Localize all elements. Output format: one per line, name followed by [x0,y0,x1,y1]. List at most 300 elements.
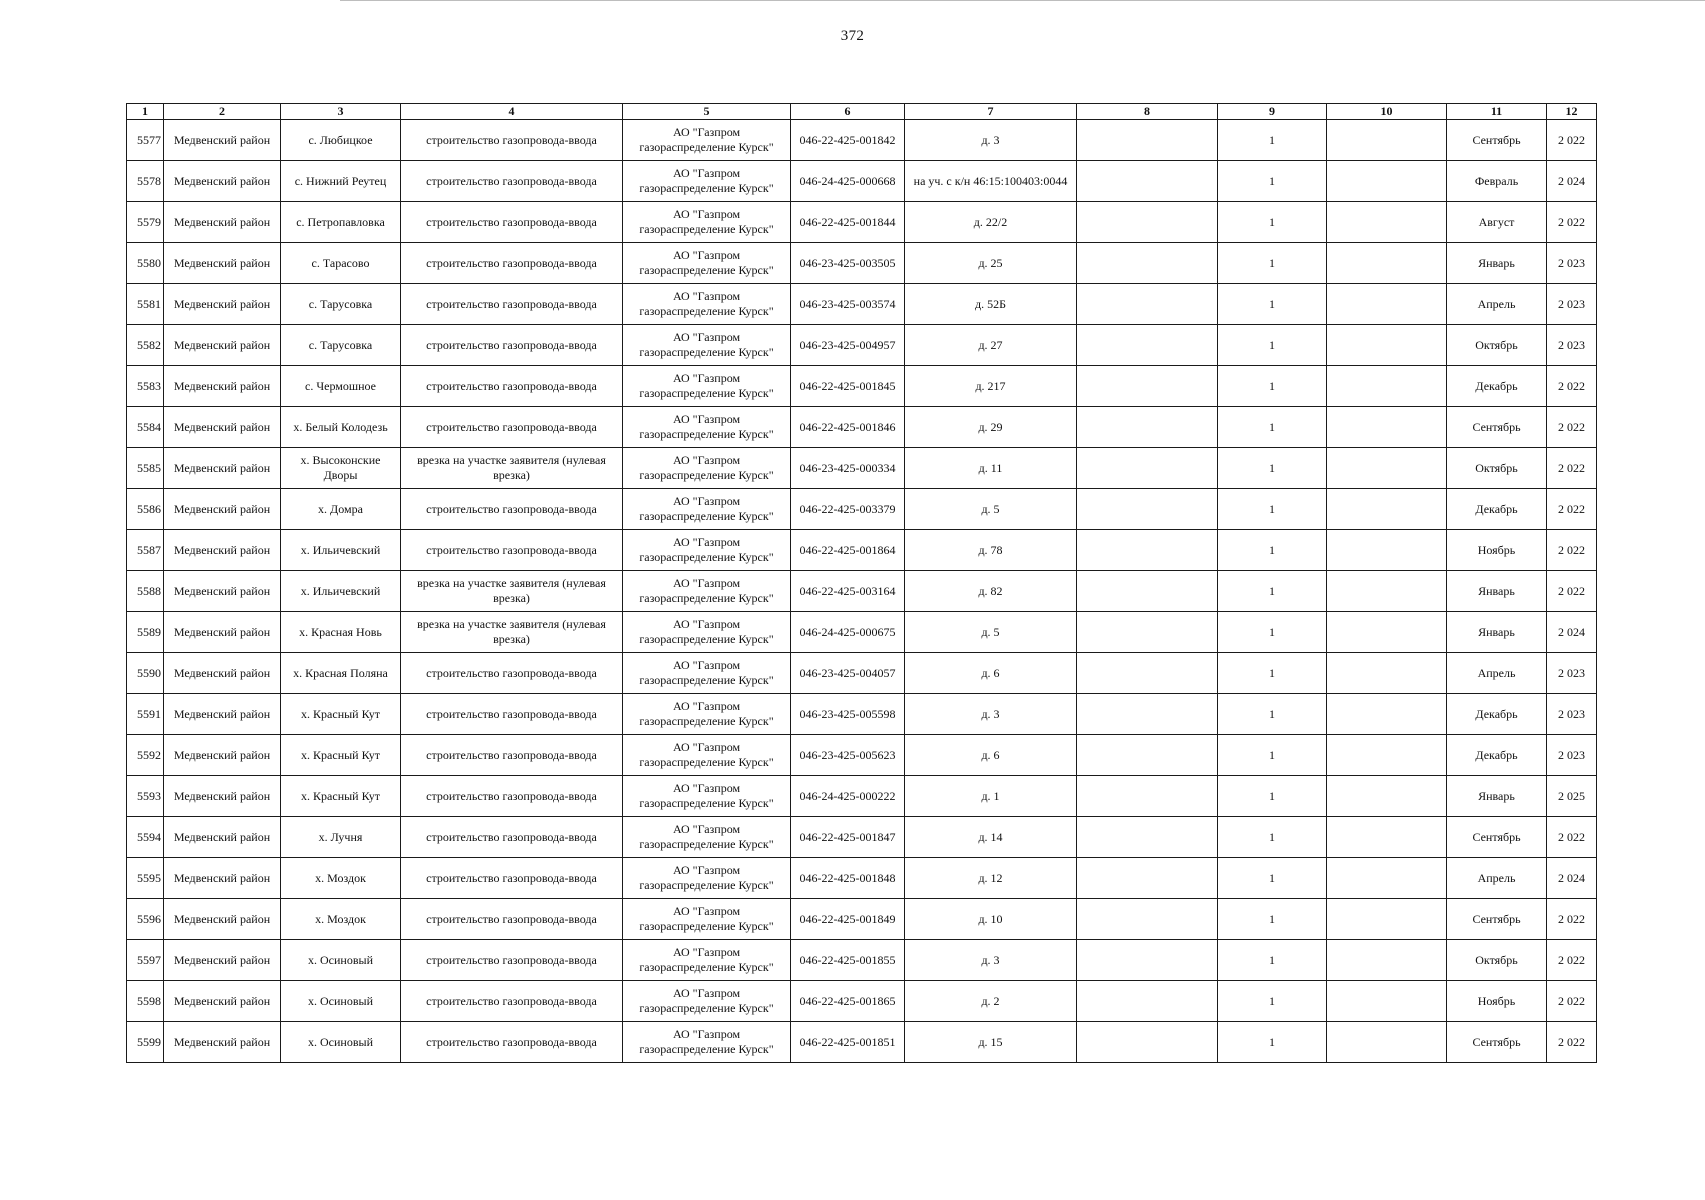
table-row [127,530,1597,571]
column-8-cell [1077,735,1218,776]
row-number-cell: 5584 [127,407,164,448]
work-type-cell: строительство газопровода-ввода [401,366,623,407]
organization-line: АО "Газпром [672,453,741,467]
column-8-cell [1077,694,1218,735]
quantity-cell: 1 [1218,940,1327,981]
year-cell: 2 022 [1547,899,1597,940]
locality-cell: х. Красный Кут [281,694,401,735]
year-cell: 2 022 [1547,448,1597,489]
quantity-cell: 1 [1218,1022,1327,1063]
organization-line: АО "Газпром [672,1027,741,1041]
locality-cell: х. Осиновый [281,940,401,981]
work-type-cell: строительство газопровода-ввода [401,407,623,448]
code-cell: 046-23-425-003574 [791,284,905,325]
quantity-cell: 1 [1218,612,1327,653]
row-number-cell: 5578 [127,161,164,202]
organization-cell [623,653,791,694]
address-cell: на уч. с к/н 46:15:100403:0044 [905,161,1077,202]
quantity-cell: 1 [1218,776,1327,817]
district-cell: Медвенский район [164,284,281,325]
work-type-cell: строительство газопровода-ввода [401,202,623,243]
address-cell: д. 6 [905,653,1077,694]
locality-cell: х. Красная Новь [281,612,401,653]
table-header [127,104,1597,120]
address-cell: д. 3 [905,940,1077,981]
quantity-cell: 1 [1218,858,1327,899]
row-number-cell: 5596 [127,899,164,940]
district-cell: Медвенский район [164,776,281,817]
organization-line: АО "Газпром [672,289,741,303]
address-cell: д. 10 [905,899,1077,940]
column-header: 9 [1218,104,1327,120]
organization-line: АО "Газпром [672,494,741,508]
column-8-cell [1077,571,1218,612]
organization-line: АО "Газпром [672,781,741,795]
address-cell: д. 82 [905,571,1077,612]
quantity-cell: 1 [1218,243,1327,284]
month-cell: Декабрь [1447,366,1547,407]
work-type-cell: строительство газопровода-ввода [401,284,623,325]
code-cell: 046-24-425-000668 [791,161,905,202]
organization-cell [623,899,791,940]
year-cell: 2 022 [1547,366,1597,407]
row-number-cell: 5597 [127,940,164,981]
address-cell: д. 15 [905,1022,1077,1063]
row-number-cell: 5581 [127,284,164,325]
row-number-cell: 5590 [127,653,164,694]
table-row [127,940,1597,981]
organization-line: газораспределение Курск" [639,1042,774,1056]
year-cell: 2 022 [1547,817,1597,858]
organization-line: газораспределение Курск" [639,304,774,318]
organization-line: АО "Газпром [672,207,741,221]
locality-cell: с. Тарасово [281,243,401,284]
district-cell: Медвенский район [164,325,281,366]
month-cell: Октябрь [1447,448,1547,489]
month-cell: Август [1447,202,1547,243]
table-row [127,202,1597,243]
organization-cell [623,571,791,612]
organization-cell [623,776,791,817]
column-10-cell [1327,448,1447,489]
column-header: 12 [1547,104,1597,120]
data-table [126,103,1597,1063]
column-10-cell [1327,981,1447,1022]
column-8-cell [1077,940,1218,981]
column-8-cell [1077,120,1218,161]
column-header: 11 [1447,104,1547,120]
code-cell: 046-22-425-001865 [791,981,905,1022]
table-row [127,407,1597,448]
code-cell: 046-23-425-000334 [791,448,905,489]
work-type-cell: строительство газопровода-ввода [401,776,623,817]
address-cell: д. 25 [905,243,1077,284]
address-cell: д. 5 [905,612,1077,653]
table-row [127,284,1597,325]
column-8-cell [1077,366,1218,407]
quantity-cell: 1 [1218,407,1327,448]
column-header: 5 [623,104,791,120]
column-8-cell [1077,1022,1218,1063]
organization-cell [623,981,791,1022]
district-cell: Медвенский район [164,735,281,776]
month-cell: Декабрь [1447,489,1547,530]
column-10-cell [1327,202,1447,243]
month-cell: Январь [1447,776,1547,817]
row-number-cell: 5585 [127,448,164,489]
code-cell: 046-22-425-001844 [791,202,905,243]
row-number-cell: 5589 [127,612,164,653]
table-row [127,120,1597,161]
column-8-cell [1077,202,1218,243]
column-header: 8 [1077,104,1218,120]
column-8-cell [1077,981,1218,1022]
work-type-cell: строительство газопровода-ввода [401,735,623,776]
locality-cell: х. Домра [281,489,401,530]
address-cell: д. 11 [905,448,1077,489]
locality-cell: х. Белый Колодезь [281,407,401,448]
work-type-cell: строительство газопровода-ввода [401,858,623,899]
column-10-cell [1327,694,1447,735]
year-cell: 2 023 [1547,243,1597,284]
quantity-cell: 1 [1218,735,1327,776]
address-cell: д. 78 [905,530,1077,571]
month-cell: Февраль [1447,161,1547,202]
organization-line: АО "Газпром [672,740,741,754]
column-header: 7 [905,104,1077,120]
organization-cell [623,325,791,366]
organization-cell [623,448,791,489]
column-8-cell [1077,448,1218,489]
column-10-cell [1327,366,1447,407]
row-number-cell: 5583 [127,366,164,407]
column-8-cell [1077,161,1218,202]
locality-cell: х. Ильичевский [281,530,401,571]
page-top-rule [340,0,1705,1]
address-cell: д. 52Б [905,284,1077,325]
address-cell: д. 1 [905,776,1077,817]
organization-cell [623,694,791,735]
month-cell: Сентябрь [1447,899,1547,940]
organization-line: АО "Газпром [672,125,741,139]
district-cell: Медвенский район [164,817,281,858]
month-cell: Декабрь [1447,694,1547,735]
year-cell: 2 022 [1547,571,1597,612]
quantity-cell: 1 [1218,161,1327,202]
address-cell: д. 6 [905,735,1077,776]
organization-line: АО "Газпром [672,822,741,836]
row-number-cell: 5595 [127,858,164,899]
page-number: 372 [840,28,865,44]
district-cell: Медвенский район [164,612,281,653]
code-cell: 046-22-425-001845 [791,366,905,407]
year-cell: 2 022 [1547,1022,1597,1063]
column-10-cell [1327,530,1447,571]
locality-cell: с. Тарусовка [281,284,401,325]
year-cell: 2 022 [1547,120,1597,161]
year-cell: 2 023 [1547,653,1597,694]
organization-line: газораспределение Курск" [639,591,774,605]
row-number-cell: 5591 [127,694,164,735]
month-cell: Сентябрь [1447,1022,1547,1063]
address-cell: д. 217 [905,366,1077,407]
organization-line: газораспределение Курск" [639,509,774,523]
column-10-cell [1327,858,1447,899]
locality-cell: х. Осиновый [281,981,401,1022]
locality-cell: х. Лучня [281,817,401,858]
work-type-cell: строительство газопровода-ввода [401,653,623,694]
month-cell: Апрель [1447,653,1547,694]
month-cell: Январь [1447,243,1547,284]
table-row [127,858,1597,899]
column-header: 10 [1327,104,1447,120]
address-cell: д. 14 [905,817,1077,858]
table-row [127,366,1597,407]
work-type-cell: строительство газопровода-ввода [401,694,623,735]
work-type-cell: врезка на участке заявителя (нулевая врезка) [401,612,623,653]
code-cell: 046-23-425-005598 [791,694,905,735]
column-header: 1 [127,104,164,120]
month-cell: Декабрь [1447,735,1547,776]
row-number-cell: 5580 [127,243,164,284]
organization-line: газораспределение Курск" [639,468,774,482]
organization-line: АО "Газпром [672,699,741,713]
organization-cell [623,1022,791,1063]
organization-cell [623,735,791,776]
column-8-cell [1077,284,1218,325]
address-cell: д. 27 [905,325,1077,366]
column-8-cell [1077,325,1218,366]
locality-cell: х. Моздок [281,858,401,899]
table-row [127,735,1597,776]
work-type-cell: врезка на участке заявителя (нулевая врезка) [401,571,623,612]
locality-cell: х. Моздок [281,899,401,940]
locality-cell: с. Петропавловка [281,202,401,243]
organization-line: газораспределение Курск" [639,140,774,154]
column-10-cell [1327,407,1447,448]
year-cell: 2 024 [1547,161,1597,202]
column-10-cell [1327,612,1447,653]
column-number-row [127,104,1597,120]
column-10-cell [1327,489,1447,530]
district-cell: Медвенский район [164,530,281,571]
code-cell: 046-22-425-001864 [791,530,905,571]
address-cell: д. 29 [905,407,1077,448]
district-cell: Медвенский район [164,694,281,735]
quantity-cell: 1 [1218,653,1327,694]
locality-cell: х. Ильичевский [281,571,401,612]
column-10-cell [1327,161,1447,202]
column-10-cell [1327,653,1447,694]
organization-line: АО "Газпром [672,863,741,877]
row-number-cell: 5598 [127,981,164,1022]
organization-cell [623,366,791,407]
row-number-cell: 5582 [127,325,164,366]
district-cell: Медвенский район [164,1022,281,1063]
column-10-cell [1327,899,1447,940]
work-type-cell: строительство газопровода-ввода [401,243,623,284]
organization-line: газораспределение Курск" [639,673,774,687]
address-cell: д. 2 [905,981,1077,1022]
column-10-cell [1327,571,1447,612]
organization-cell [623,530,791,571]
month-cell: Октябрь [1447,940,1547,981]
organization-line: АО "Газпром [672,166,741,180]
work-type-cell: строительство газопровода-ввода [401,530,623,571]
district-cell: Медвенский район [164,202,281,243]
column-10-cell [1327,325,1447,366]
organization-line: газораспределение Курск" [639,714,774,728]
organization-cell [623,858,791,899]
month-cell: Сентябрь [1447,817,1547,858]
organization-line: газораспределение Курск" [639,345,774,359]
year-cell: 2 022 [1547,981,1597,1022]
organization-line: АО "Газпром [672,371,741,385]
quantity-cell: 1 [1218,981,1327,1022]
organization-line: газораспределение Курск" [639,632,774,646]
table-row [127,325,1597,366]
organization-cell [623,120,791,161]
organization-cell [623,817,791,858]
row-number-cell: 5579 [127,202,164,243]
organization-line: газораспределение Курск" [639,919,774,933]
work-type-cell: строительство газопровода-ввода [401,325,623,366]
table-row [127,243,1597,284]
table-row [127,981,1597,1022]
code-cell: 046-22-425-001855 [791,940,905,981]
district-cell: Медвенский район [164,243,281,284]
column-10-cell [1327,284,1447,325]
table-row [127,694,1597,735]
organization-line: газораспределение Курск" [639,960,774,974]
work-type-cell: строительство газопровода-ввода [401,981,623,1022]
code-cell: 046-22-425-001846 [791,407,905,448]
code-cell: 046-22-425-001849 [791,899,905,940]
row-number-cell: 5594 [127,817,164,858]
quantity-cell: 1 [1218,120,1327,161]
column-8-cell [1077,530,1218,571]
quantity-cell: 1 [1218,325,1327,366]
month-cell: Январь [1447,612,1547,653]
year-cell: 2 023 [1547,694,1597,735]
column-8-cell [1077,858,1218,899]
month-cell: Апрель [1447,858,1547,899]
month-cell: Январь [1447,571,1547,612]
organization-line: АО "Газпром [672,330,741,344]
work-type-cell: врезка на участке заявителя (нулевая врезка) [401,448,623,489]
organization-line: газораспределение Курск" [639,755,774,769]
organization-cell [623,940,791,981]
organization-line: АО "Газпром [672,945,741,959]
district-cell: Медвенский район [164,653,281,694]
organization-line: газораспределение Курск" [639,796,774,810]
locality-cell: х. Красный Кут [281,776,401,817]
column-10-cell [1327,940,1447,981]
address-cell: д. 3 [905,120,1077,161]
address-cell: д. 3 [905,694,1077,735]
year-cell: 2 022 [1547,407,1597,448]
work-type-cell: строительство газопровода-ввода [401,940,623,981]
row-number-cell: 5599 [127,1022,164,1063]
organization-line: АО "Газпром [672,248,741,262]
column-10-cell [1327,120,1447,161]
column-10-cell [1327,817,1447,858]
locality-cell: х. Высоконские Дворы [281,448,401,489]
locality-cell: х. Осиновый [281,1022,401,1063]
row-number-cell: 5587 [127,530,164,571]
organization-line: АО "Газпром [672,576,741,590]
district-cell: Медвенский район [164,571,281,612]
locality-cell: с. Чермошное [281,366,401,407]
year-cell: 2 022 [1547,489,1597,530]
district-cell: Медвенский район [164,448,281,489]
district-cell: Медвенский район [164,407,281,448]
month-cell: Апрель [1447,284,1547,325]
table-row [127,817,1597,858]
column-8-cell [1077,653,1218,694]
organization-cell [623,612,791,653]
table-row [127,612,1597,653]
district-cell: Медвенский район [164,940,281,981]
organization-line: газораспределение Курск" [639,263,774,277]
year-cell: 2 022 [1547,530,1597,571]
organization-line: АО "Газпром [672,986,741,1000]
quantity-cell: 1 [1218,202,1327,243]
month-cell: Сентябрь [1447,120,1547,161]
district-cell: Медвенский район [164,489,281,530]
table-row [127,653,1597,694]
locality-cell: х. Красный Кут [281,735,401,776]
code-cell: 046-22-425-001847 [791,817,905,858]
locality-cell: х. Красная Поляна [281,653,401,694]
year-cell: 2 022 [1547,940,1597,981]
code-cell: 046-24-425-000675 [791,612,905,653]
row-number-cell: 5593 [127,776,164,817]
organization-line: АО "Газпром [672,904,741,918]
table-row [127,161,1597,202]
code-cell: 046-22-425-003164 [791,571,905,612]
table-row [127,776,1597,817]
column-8-cell [1077,899,1218,940]
row-number-cell: 5577 [127,120,164,161]
organization-line: газораспределение Курск" [639,181,774,195]
code-cell: 046-22-425-003379 [791,489,905,530]
organization-cell [623,161,791,202]
code-cell: 046-23-425-005623 [791,735,905,776]
work-type-cell: строительство газопровода-ввода [401,120,623,161]
year-cell: 2 024 [1547,612,1597,653]
organization-line: газораспределение Курск" [639,386,774,400]
column-8-cell [1077,243,1218,284]
organization-line: газораспределение Курск" [639,1001,774,1015]
month-cell: Ноябрь [1447,981,1547,1022]
code-cell: 046-22-425-001842 [791,120,905,161]
organization-line: газораспределение Курск" [639,837,774,851]
district-cell: Медвенский район [164,161,281,202]
table-row [127,448,1597,489]
organization-line: газораспределение Курск" [639,222,774,236]
organization-line: газораспределение Курск" [639,427,774,441]
column-header: 6 [791,104,905,120]
row-number-cell: 5586 [127,489,164,530]
quantity-cell: 1 [1218,448,1327,489]
organization-cell [623,489,791,530]
quantity-cell: 1 [1218,694,1327,735]
code-cell: 046-23-425-004957 [791,325,905,366]
locality-cell: с. Тарусовка [281,325,401,366]
row-number-cell: 5588 [127,571,164,612]
column-10-cell [1327,776,1447,817]
